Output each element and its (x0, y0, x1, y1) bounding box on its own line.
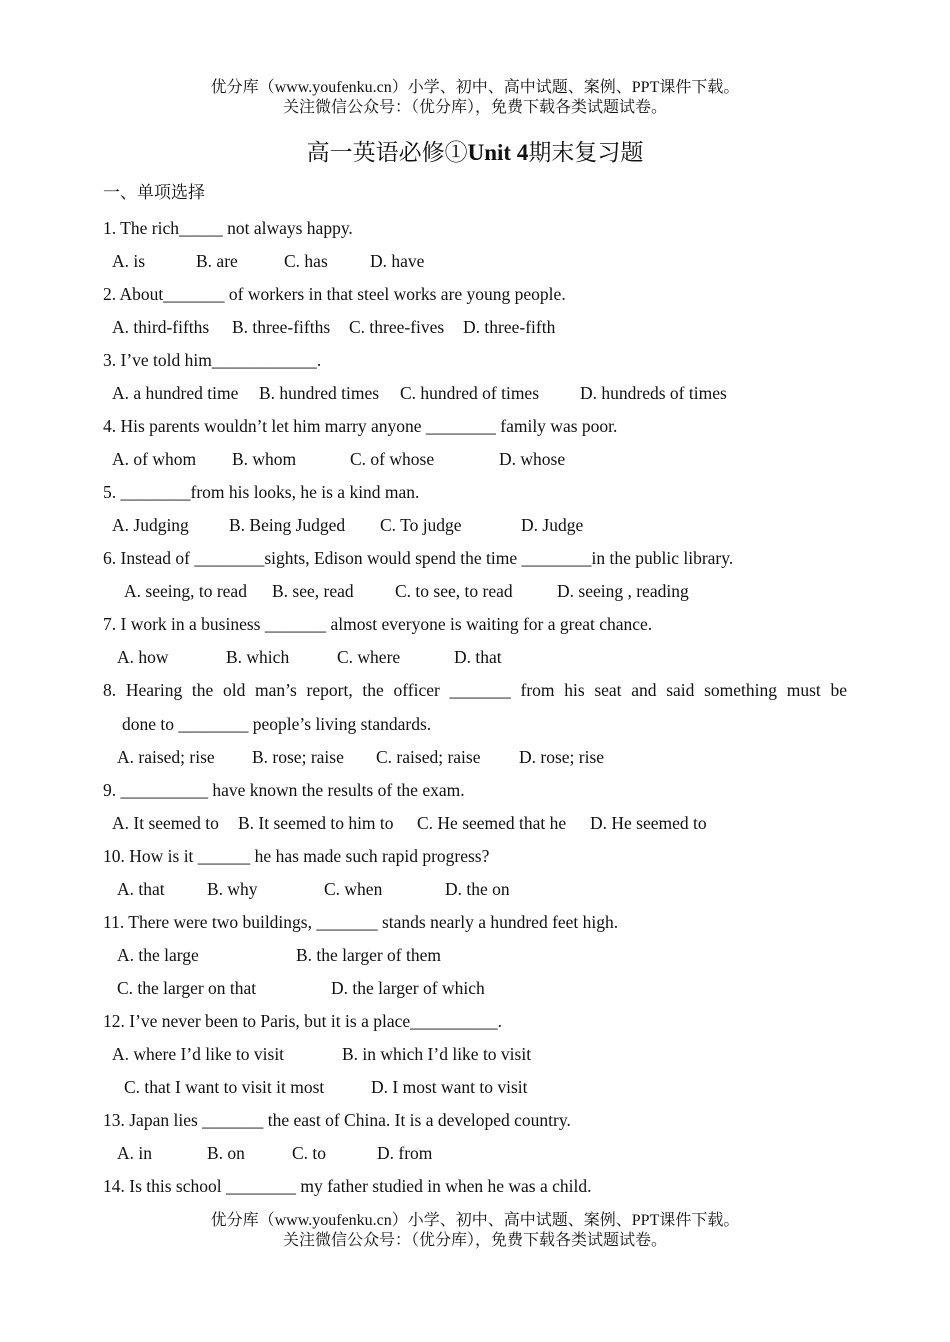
question-2-option-c: C. three-fives (349, 317, 445, 337)
question-13-option-d: D. from (377, 1143, 433, 1163)
question-3-option-d: D. hundreds of times (580, 383, 727, 403)
question-5-stem: 5. ________from his looks, he is a kind man. (103, 482, 420, 502)
question-5-option-a: A. Judging (112, 515, 189, 535)
question-7-stem: 7. I work in a business _______ almost everyone is waiting for a great chance. (103, 614, 653, 634)
header-line-2: 关注微信公众号：（优分库），免费下载各类试题试卷。 (282, 99, 667, 116)
question-7-option-d: D. that (454, 647, 502, 667)
question-1-option-a: A. is (112, 251, 146, 271)
question-2-option-b: B. three-fifths (232, 317, 331, 337)
question-8-option-b: B. rose; raise (252, 747, 344, 767)
question-9-option-a: A. It seemed to (112, 813, 219, 833)
question-13-option-b: B. on (207, 1143, 245, 1163)
question-10-option-d: D. the on (445, 879, 510, 899)
question-3-option-a: A. a hundred time (112, 383, 239, 403)
question-9-stem: 9. __________ have known the results of the exam. (103, 780, 465, 800)
question-4-stem: 4. His parents wouldn’t let him marry anyone ________ family was poor. (103, 416, 618, 436)
header-line-1: 优分库（www.youfenku.cn）小学、初中、高中试题、案例、PPT课件下载。 (210, 79, 740, 96)
question-1-option-c: C. has (284, 251, 328, 271)
question-5-option-b: B. Being Judged (229, 515, 346, 535)
question-4-option-d: D. whose (499, 449, 566, 469)
question-2-stem: 2. About_______ of workers in that steel works are young people. (103, 284, 566, 304)
question-9-option-c: C. He seemed that he (417, 813, 567, 833)
footer-line-1: 优分库（www.youfenku.cn）小学、初中、高中试题、案例、PPT课件下载。 (210, 1212, 740, 1229)
question-11-stem: 11. There were two buildings, _______ stands nearly a hundred feet high. (103, 912, 619, 932)
question-11-option-c: C. the larger on that (117, 978, 257, 998)
question-12-stem: 12. I’ve never been to Paris, but it is a place__________. (103, 1011, 502, 1031)
page-title (0, 136, 950, 170)
question-7-option-b: B. which (226, 647, 290, 667)
question-7-option-c: C. where (337, 647, 401, 667)
question-6-option-b: B. see, read (272, 581, 354, 601)
question-1-stem: 1. The rich_____ not always happy. (103, 218, 353, 238)
question-6-option-d: D. seeing , reading (557, 581, 689, 601)
question-5-option-c: C. To judge (380, 515, 462, 535)
question-6-stem: 6. Instead of ________sights, Edison would spend the time ________in the public library. (103, 548, 734, 568)
question-8-option-a: A. raised; rise (117, 747, 215, 767)
question-1-option-d: D. have (370, 251, 425, 271)
question-8-stem-continued: done to ________ people’s living standards. (122, 714, 432, 734)
question-12-option-b: B. in which I’d like to visit (342, 1044, 532, 1064)
footer-line-2: 关注微信公众号：（优分库），免费下载各类试题试卷。 (282, 1232, 667, 1249)
question-10-stem: 10. How is it ______ he has made such rapid progress? (103, 846, 490, 866)
question-10-option-b: B. why (207, 879, 258, 899)
question-2-option-d: D. three-fifth (463, 317, 556, 337)
question-8-option-c: C. raised; raise (376, 747, 481, 767)
question-12-option-d: D. I most want to visit (371, 1077, 528, 1097)
question-4-option-c: C. of whose (350, 449, 435, 469)
section-heading: 一、单项选择 (103, 183, 205, 202)
question-8-stem: 8. Hearing the old man’s report, the officer _______ from his seat and said something must be (103, 680, 847, 700)
question-11-option-d: D. the larger of which (331, 978, 485, 998)
question-2-option-a: A. third-fifths (112, 317, 210, 337)
question-10-option-c: C. when (324, 879, 383, 899)
question-12-option-a: A. where I’d like to visit (112, 1044, 285, 1064)
question-14-stem: 14. Is this school ________ my father studied in when he was a child. (103, 1176, 592, 1196)
question-13-option-c: C. to (292, 1143, 327, 1163)
question-11-option-a: A. the large (117, 945, 199, 965)
question-10-option-a: A. that (117, 879, 165, 899)
question-6-option-c: C. to see, to read (395, 581, 513, 601)
question-4-option-a: A. of whom (112, 449, 197, 469)
title-unit: Unit 4 (467, 140, 529, 165)
question-3-stem: 3. I’ve told him____________. (103, 350, 322, 370)
question-3-option-c: C. hundred of times (400, 383, 540, 403)
question-7-option-a: A. how (117, 647, 169, 667)
question-4-option-b: B. whom (232, 449, 297, 469)
question-6-option-a: A. seeing, to read (124, 581, 247, 601)
question-9-option-d: D. He seemed to (590, 813, 707, 833)
question-12-option-c: C. that I want to visit it most (124, 1077, 325, 1097)
title-pre: 高一英语必修① (306, 140, 468, 165)
question-5-option-d: D. Judge (521, 515, 584, 535)
question-3-option-b: B. hundred times (259, 383, 380, 403)
question-13-option-a: A. in (117, 1143, 152, 1163)
question-8-option-d: D. rose; rise (519, 747, 605, 767)
question-9-option-b: B. It seemed to him to (238, 813, 394, 833)
title-post: 期末复习题 (528, 140, 644, 165)
question-13-stem: 13. Japan lies _______ the east of China. It is a developed country. (103, 1110, 571, 1130)
question-11-option-b: B. the larger of them (296, 945, 441, 965)
question-1-option-b: B. are (196, 251, 238, 271)
